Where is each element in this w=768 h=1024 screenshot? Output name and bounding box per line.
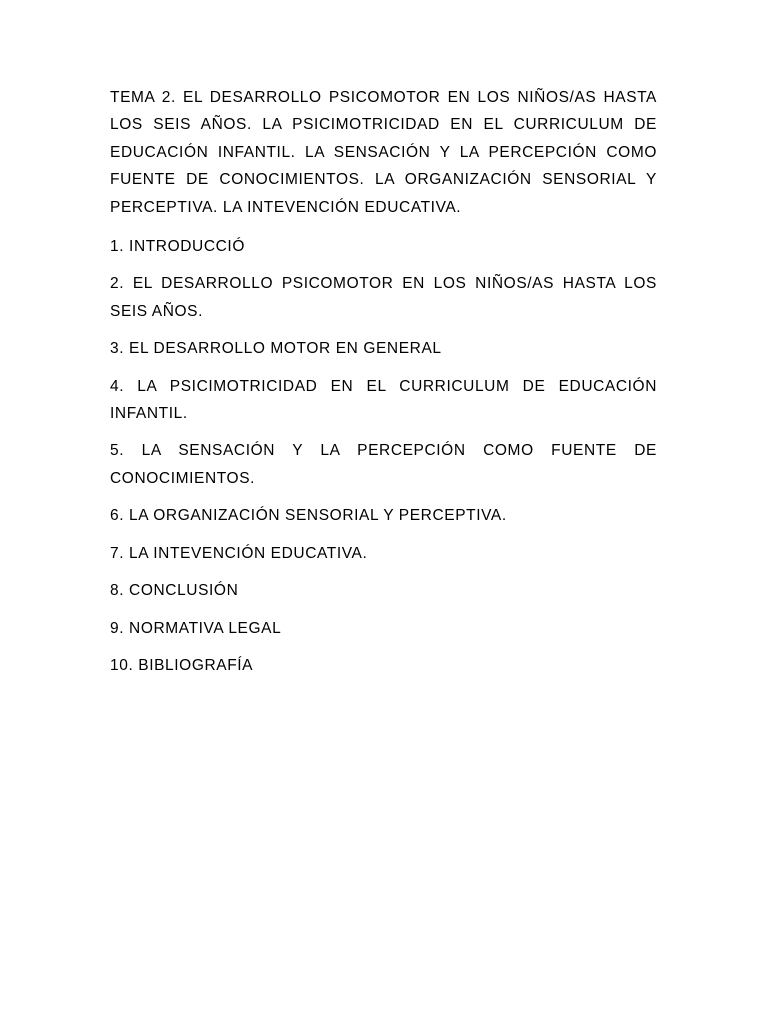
toc-item-desarrollo-psicomotor: 2. EL DESARROLLO PSICOMOTOR EN LOS NIÑOS/AS HASTA LOS SEIS AÑOS. bbox=[110, 275, 657, 320]
toc-item-conclusion: 8. CONCLUSIÓN bbox=[110, 582, 239, 600]
toc-item-psicimotricidad: 4. LA PSICIMOTRICIDAD EN EL CURRICULUM DE EDUCACIÓN INFANTIL. bbox=[110, 377, 657, 423]
toc-item-bibliografia: 10. BIBLIOGRAFÍA bbox=[110, 656, 254, 674]
toc-item-introduccion: 1. INTRODUCCIÓ bbox=[110, 238, 245, 256]
document-page bbox=[110, 84, 657, 689]
toc-item-organizacion-sensorial: 6. LA ORGANIZACIÓN SENSORIAL Y PERCEPTIVA. bbox=[110, 507, 507, 525]
toc-item-sensacion-percepcion: 5. LA SENSACIÓN Y LA PERCEPCIÓN COMO FUENTE DE CONOCIMIENTOS. bbox=[110, 442, 657, 487]
document-title: TEMA 2. EL DESARROLLO PSICOMOTOR EN LOS NIÑOS/AS HASTA LOS SEIS AÑOS. LA PSICIMOTRICIDAD EN EL CURRICULUM DE EDUCACIÓN INFANTIL. LA SENSACIÓN Y LA PERCEPCIÓN COMO FUENTE DE CONOCIMIENTOS. LA ORGANIZACIÓN SENSORIAL Y PERCEPTIVA. LA INTEVENCIÓN EDUCATIVA. bbox=[110, 89, 657, 216]
toc-item-intevencion-educativa: 7. LA INTEVENCIÓN EDUCATIVA. bbox=[110, 544, 368, 562]
toc-item-normativa-legal: 9. NORMATIVA LEGAL bbox=[110, 619, 282, 637]
toc-item-desarrollo-motor: 3. EL DESARROLLO MOTOR EN GENERAL bbox=[110, 340, 442, 358]
table-of-contents bbox=[110, 233, 657, 679]
